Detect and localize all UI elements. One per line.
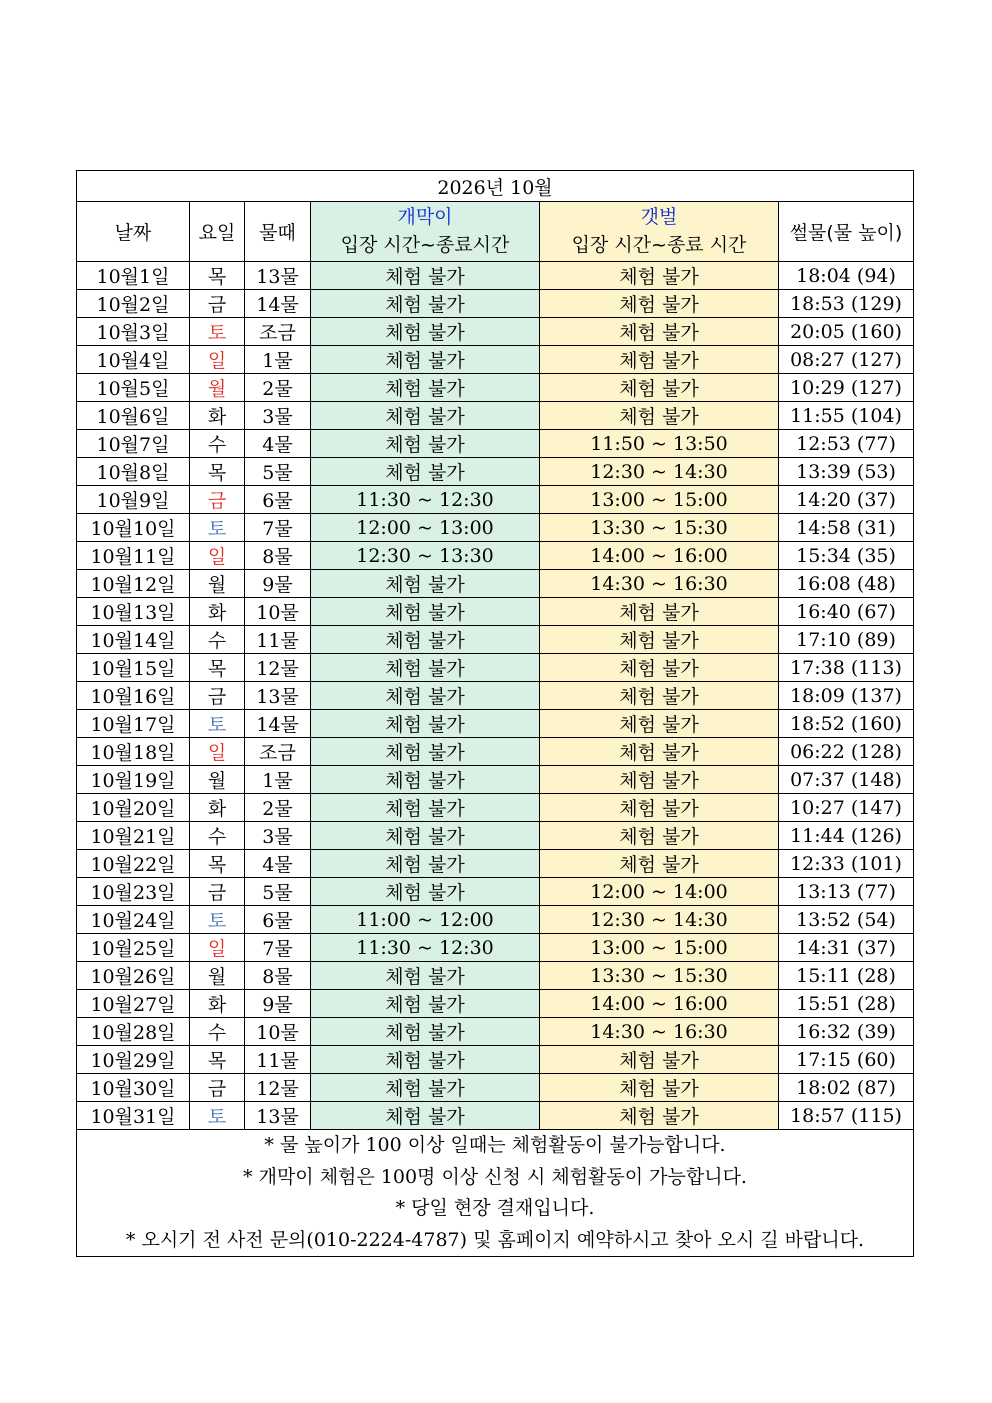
ebb-tide-cell: 14:58 (31) [779, 514, 914, 542]
gaetbeol-time-cell: 체험 불가 [540, 318, 779, 346]
tide-cell: 2물 [245, 374, 311, 402]
ebb-tide-cell: 20:05 (160) [779, 318, 914, 346]
tide-cell: 4물 [245, 850, 311, 878]
header-weekday: 요일 [190, 202, 245, 262]
ebb-tide-cell: 15:11 (28) [779, 962, 914, 990]
gaetbeol-time-cell: 체험 불가 [540, 822, 779, 850]
tide-cell: 6물 [245, 486, 311, 514]
weekday-cell: 금 [190, 486, 245, 514]
tide-cell: 8물 [245, 542, 311, 570]
tide-cell: 13물 [245, 682, 311, 710]
date-cell: 10월20일 [77, 794, 190, 822]
ebb-tide-cell: 16:40 (67) [779, 598, 914, 626]
gaemagi-time-cell: 체험 불가 [311, 654, 540, 682]
weekday-cell: 목 [190, 654, 245, 682]
ebb-tide-cell: 06:22 (128) [779, 738, 914, 766]
date-cell: 10월14일 [77, 626, 190, 654]
tide-cell: 2물 [245, 794, 311, 822]
table-row [77, 962, 914, 990]
tide-cell: 9물 [245, 990, 311, 1018]
gaemagi-time-cell: 체험 불가 [311, 626, 540, 654]
gaetbeol-time-cell: 체험 불가 [540, 766, 779, 794]
date-cell: 10월30일 [77, 1074, 190, 1102]
ebb-tide-cell: 17:38 (113) [779, 654, 914, 682]
date-cell: 10월31일 [77, 1102, 190, 1130]
table-row [77, 598, 914, 626]
date-cell: 10월9일 [77, 486, 190, 514]
gaetbeol-time-cell: 체험 불가 [540, 598, 779, 626]
ebb-tide-cell: 12:53 (77) [779, 430, 914, 458]
gaetbeol-time-cell: 체험 불가 [540, 290, 779, 318]
gaemagi-time-cell: 체험 불가 [311, 794, 540, 822]
notes-section [77, 1130, 914, 1257]
date-cell: 10월28일 [77, 1018, 190, 1046]
tide-cell: 10물 [245, 1018, 311, 1046]
gaemagi-time-cell: 12:00 ~ 13:00 [311, 514, 540, 542]
date-cell: 10월7일 [77, 430, 190, 458]
gaetbeol-time-cell: 체험 불가 [540, 682, 779, 710]
gaemagi-time-cell: 체험 불가 [311, 766, 540, 794]
date-cell: 10월4일 [77, 346, 190, 374]
date-cell: 10월17일 [77, 710, 190, 738]
table-row [77, 850, 914, 878]
date-cell: 10월2일 [77, 290, 190, 318]
tide-cell: 10물 [245, 598, 311, 626]
gaemagi-time-cell: 체험 불가 [311, 570, 540, 598]
table-row [77, 430, 914, 458]
table-row [77, 682, 914, 710]
table-row [77, 990, 914, 1018]
gaetbeol-time-cell: 체험 불가 [540, 1102, 779, 1130]
weekday-cell: 일 [190, 934, 245, 962]
table-row [77, 738, 914, 766]
date-cell: 10월29일 [77, 1046, 190, 1074]
table-row [77, 654, 914, 682]
weekday-cell: 화 [190, 598, 245, 626]
weekday-cell: 월 [190, 962, 245, 990]
note-line: * 당일 현장 결재입니다. [395, 1197, 595, 1219]
ebb-tide-cell: 08:27 (127) [779, 346, 914, 374]
date-cell: 10월24일 [77, 906, 190, 934]
date-cell: 10월11일 [77, 542, 190, 570]
weekday-cell: 목 [190, 1046, 245, 1074]
date-cell: 10월8일 [77, 458, 190, 486]
weekday-cell: 화 [190, 794, 245, 822]
date-cell: 10월3일 [77, 318, 190, 346]
table-row [77, 458, 914, 486]
table-row [77, 1046, 914, 1074]
weekday-cell: 목 [190, 458, 245, 486]
tide-cell: 11물 [245, 626, 311, 654]
table-row [77, 402, 914, 430]
gaetbeol-time-cell: 14:30 ~ 16:30 [540, 1018, 779, 1046]
gaetbeol-time-cell: 12:30 ~ 14:30 [540, 458, 779, 486]
note-line: * 오시기 전 사전 문의(010-2224-4787) 및 홈페이지 예약하시고 찾아 오시 길 바랍니다. [125, 1228, 865, 1251]
gaetbeol-time-cell: 13:30 ~ 15:30 [540, 962, 779, 990]
weekday-cell: 월 [190, 766, 245, 794]
table-row [77, 542, 914, 570]
ebb-tide-cell: 18:04 (94) [779, 262, 914, 290]
date-cell: 10월27일 [77, 990, 190, 1018]
gaemagi-time-cell: 11:30 ~ 12:30 [311, 486, 540, 514]
tide-cell: 13물 [245, 1102, 311, 1130]
weekday-cell: 토 [190, 710, 245, 738]
gaetbeol-time-cell: 체험 불가 [540, 850, 779, 878]
weekday-cell: 금 [190, 878, 245, 906]
gaetbeol-time-cell: 체험 불가 [540, 710, 779, 738]
tide-cell: 3물 [245, 402, 311, 430]
gaemagi-time-cell: 11:00 ~ 12:00 [311, 906, 540, 934]
tide-cell: 3물 [245, 822, 311, 850]
gaemagi-time-cell: 12:30 ~ 13:30 [311, 542, 540, 570]
gaemagi-time-cell: 체험 불가 [311, 1018, 540, 1046]
gaetbeol-time-cell: 체험 불가 [540, 1074, 779, 1102]
date-cell: 10월19일 [77, 766, 190, 794]
tide-cell: 조금 [245, 738, 311, 766]
tide-cell: 1물 [245, 766, 311, 794]
ebb-tide-cell: 14:31 (37) [779, 934, 914, 962]
gaetbeol-time-cell: 14:00 ~ 16:00 [540, 990, 779, 1018]
tide-cell: 12물 [245, 1074, 311, 1102]
gaemagi-time-cell: 체험 불가 [311, 850, 540, 878]
table-row [77, 486, 914, 514]
weekday-cell: 일 [190, 738, 245, 766]
tide-cell: 7물 [245, 934, 311, 962]
tide-cell: 조금 [245, 318, 311, 346]
gaemagi-time-cell: 체험 불가 [311, 262, 540, 290]
gaetbeol-time-cell: 11:50 ~ 13:50 [540, 430, 779, 458]
ebb-tide-cell: 15:34 (35) [779, 542, 914, 570]
date-cell: 10월18일 [77, 738, 190, 766]
gaetbeol-time-cell: 13:00 ~ 15:00 [540, 934, 779, 962]
gaetbeol-time-cell: 체험 불가 [540, 374, 779, 402]
tide-cell: 12물 [245, 654, 311, 682]
table-row [77, 262, 914, 290]
gaemagi-time-cell: 체험 불가 [311, 990, 540, 1018]
schedule-rows [77, 262, 914, 1130]
gaemagi-time-cell: 체험 불가 [311, 738, 540, 766]
ebb-tide-cell: 18:52 (160) [779, 710, 914, 738]
gaetbeol-time-cell: 14:30 ~ 16:30 [540, 570, 779, 598]
ebb-tide-cell: 10:29 (127) [779, 374, 914, 402]
date-cell: 10월6일 [77, 402, 190, 430]
tide-cell: 4물 [245, 430, 311, 458]
weekday-cell: 월 [190, 570, 245, 598]
header-gaetbeol [540, 202, 779, 262]
ebb-tide-cell: 18:53 (129) [779, 290, 914, 318]
weekday-cell: 수 [190, 626, 245, 654]
weekday-cell: 일 [190, 542, 245, 570]
gaetbeol-time-cell: 14:00 ~ 16:00 [540, 542, 779, 570]
tide-cell: 11물 [245, 1046, 311, 1074]
gaetbeol-time-cell: 12:30 ~ 14:30 [540, 906, 779, 934]
table-row [77, 1074, 914, 1102]
weekday-cell: 목 [190, 262, 245, 290]
gaemagi-time-cell: 체험 불가 [311, 822, 540, 850]
weekday-cell: 수 [190, 1018, 245, 1046]
date-cell: 10월5일 [77, 374, 190, 402]
weekday-cell: 일 [190, 346, 245, 374]
table-row [77, 290, 914, 318]
header-gaetbeol-title: 갯벌 [640, 205, 678, 228]
table-row [77, 318, 914, 346]
gaetbeol-time-cell: 13:30 ~ 15:30 [540, 514, 779, 542]
gaemagi-time-cell: 체험 불가 [311, 1102, 540, 1130]
gaemagi-time-cell: 체험 불가 [311, 290, 540, 318]
header-ebb: 썰물(물 높이) [779, 202, 914, 262]
gaemagi-time-cell: 체험 불가 [311, 346, 540, 374]
tide-cell: 14물 [245, 290, 311, 318]
ebb-tide-cell: 07:37 (148) [779, 766, 914, 794]
note-line: * 개막이 체험은 100명 이상 신청 시 체험활동이 가능합니다. [243, 1165, 747, 1188]
ebb-tide-cell: 14:20 (37) [779, 486, 914, 514]
table-row [77, 794, 914, 822]
header-gaemagi-subtitle: 입장 시간~종료시간 [340, 233, 510, 256]
table-row [77, 374, 914, 402]
date-cell: 10월16일 [77, 682, 190, 710]
date-cell: 10월12일 [77, 570, 190, 598]
weekday-cell: 토 [190, 514, 245, 542]
table-row [77, 1018, 914, 1046]
weekday-cell: 화 [190, 402, 245, 430]
table-row [77, 346, 914, 374]
ebb-tide-cell: 18:02 (87) [779, 1074, 914, 1102]
weekday-cell: 토 [190, 906, 245, 934]
gaemagi-time-cell: 11:30 ~ 12:30 [311, 934, 540, 962]
date-cell: 10월26일 [77, 962, 190, 990]
weekday-cell: 토 [190, 1102, 245, 1130]
gaemagi-time-cell: 체험 불가 [311, 1046, 540, 1074]
gaemagi-time-cell: 체험 불가 [311, 710, 540, 738]
ebb-tide-cell: 16:32 (39) [779, 1018, 914, 1046]
tide-cell: 9물 [245, 570, 311, 598]
tide-cell: 13물 [245, 262, 311, 290]
gaemagi-time-cell: 체험 불가 [311, 374, 540, 402]
ebb-tide-cell: 11:55 (104) [779, 402, 914, 430]
header-date: 날짜 [77, 202, 190, 262]
header-tide: 물때 [245, 202, 311, 262]
gaemagi-time-cell: 체험 불가 [311, 682, 540, 710]
ebb-tide-cell: 13:52 (54) [779, 906, 914, 934]
table-row [77, 766, 914, 794]
weekday-cell: 토 [190, 318, 245, 346]
table-row [77, 878, 914, 906]
date-cell: 10월21일 [77, 822, 190, 850]
date-cell: 10월23일 [77, 878, 190, 906]
ebb-tide-cell: 11:44 (126) [779, 822, 914, 850]
ebb-tide-cell: 13:39 (53) [779, 458, 914, 486]
weekday-cell: 수 [190, 430, 245, 458]
weekday-cell: 화 [190, 990, 245, 1018]
weekday-cell: 수 [190, 822, 245, 850]
gaetbeol-time-cell: 체험 불가 [540, 402, 779, 430]
table-row [77, 934, 914, 962]
ebb-tide-cell: 10:27 (147) [779, 794, 914, 822]
table-row [77, 570, 914, 598]
date-cell: 10월15일 [77, 654, 190, 682]
ebb-tide-cell: 13:13 (77) [779, 878, 914, 906]
date-cell: 10월10일 [77, 514, 190, 542]
tide-cell: 5물 [245, 878, 311, 906]
table-row [77, 514, 914, 542]
gaetbeol-time-cell: 체험 불가 [540, 626, 779, 654]
tide-cell: 6물 [245, 906, 311, 934]
date-cell: 10월1일 [77, 262, 190, 290]
gaetbeol-time-cell: 체험 불가 [540, 346, 779, 374]
table-row [77, 710, 914, 738]
table-row [77, 906, 914, 934]
tide-schedule-table [76, 170, 914, 1257]
weekday-cell: 월 [190, 374, 245, 402]
ebb-tide-cell: 15:51 (28) [779, 990, 914, 1018]
gaemagi-time-cell: 체험 불가 [311, 962, 540, 990]
page-title: 2026년 10월 [77, 171, 914, 202]
table-row [77, 626, 914, 654]
ebb-tide-cell: 18:57 (115) [779, 1102, 914, 1130]
weekday-cell: 목 [190, 850, 245, 878]
header-gaemagi [311, 202, 540, 262]
gaetbeol-time-cell: 체험 불가 [540, 1046, 779, 1074]
ebb-tide-cell: 16:08 (48) [779, 570, 914, 598]
ebb-tide-cell: 18:09 (137) [779, 682, 914, 710]
header-gaemagi-title: 개막이 [397, 205, 453, 228]
note-line: * 물 높이가 100 이상 일때는 체험활동이 불가능합니다. [264, 1134, 726, 1156]
gaetbeol-time-cell: 체험 불가 [540, 654, 779, 682]
gaemagi-time-cell: 체험 불가 [311, 458, 540, 486]
gaetbeol-time-cell: 체험 불가 [540, 738, 779, 766]
gaetbeol-time-cell: 체험 불가 [540, 262, 779, 290]
gaemagi-time-cell: 체험 불가 [311, 430, 540, 458]
table-row [77, 1102, 914, 1130]
weekday-cell: 금 [190, 290, 245, 318]
gaemagi-time-cell: 체험 불가 [311, 318, 540, 346]
weekday-cell: 금 [190, 682, 245, 710]
gaetbeol-time-cell: 12:00 ~ 14:00 [540, 878, 779, 906]
header-gaetbeol-subtitle: 입장 시간~종료 시간 [571, 233, 747, 256]
tide-cell: 14물 [245, 710, 311, 738]
tide-cell: 7물 [245, 514, 311, 542]
gaemagi-time-cell: 체험 불가 [311, 598, 540, 626]
table-row [77, 822, 914, 850]
date-cell: 10월25일 [77, 934, 190, 962]
gaetbeol-time-cell: 13:00 ~ 15:00 [540, 486, 779, 514]
gaemagi-time-cell: 체험 불가 [311, 402, 540, 430]
ebb-tide-cell: 17:10 (89) [779, 626, 914, 654]
date-cell: 10월22일 [77, 850, 190, 878]
date-cell: 10월13일 [77, 598, 190, 626]
gaemagi-time-cell: 체험 불가 [311, 1074, 540, 1102]
gaetbeol-time-cell: 체험 불가 [540, 794, 779, 822]
tide-cell: 5물 [245, 458, 311, 486]
tide-cell: 8물 [245, 962, 311, 990]
tide-cell: 1물 [245, 346, 311, 374]
gaemagi-time-cell: 체험 불가 [311, 878, 540, 906]
ebb-tide-cell: 12:33 (101) [779, 850, 914, 878]
ebb-tide-cell: 17:15 (60) [779, 1046, 914, 1074]
weekday-cell: 금 [190, 1074, 245, 1102]
